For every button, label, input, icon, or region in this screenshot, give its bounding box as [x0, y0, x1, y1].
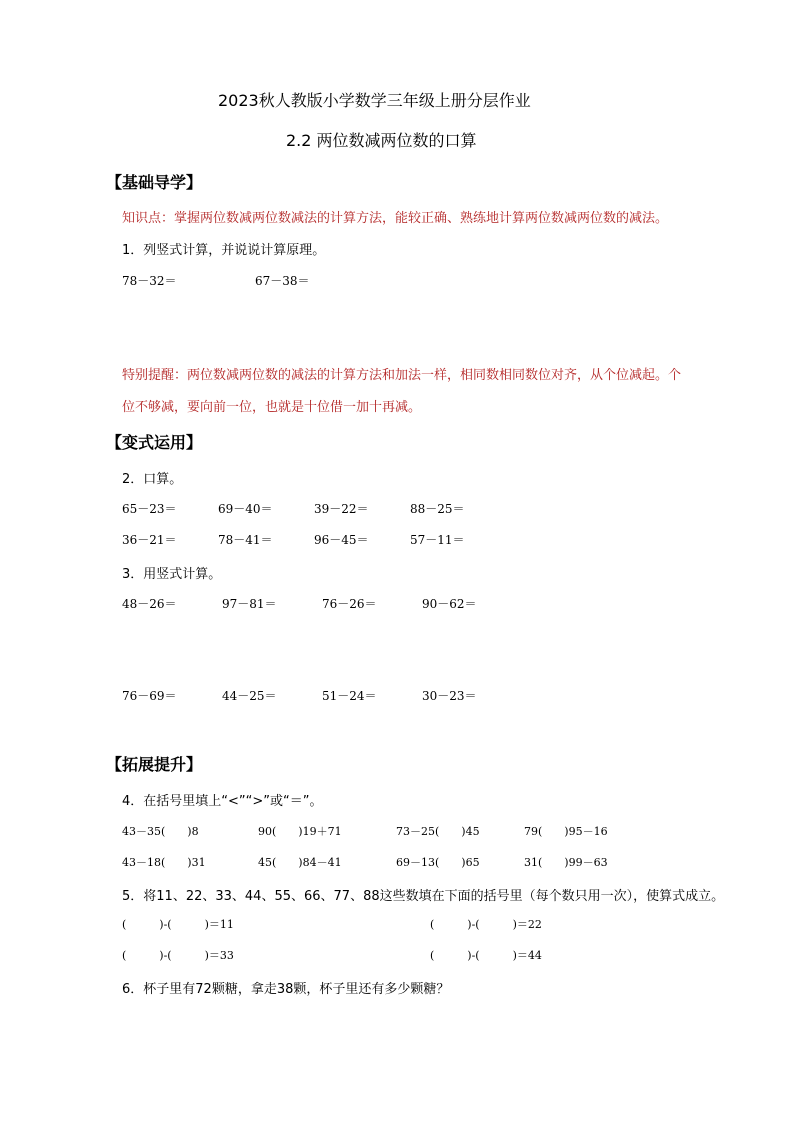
q2-item: 78－41＝	[218, 533, 273, 547]
q4-item: 31( )99－63	[524, 856, 608, 869]
q4-item: 45( )84－41	[258, 856, 342, 869]
question-4: 4．在括号里填上“<”“>”或“＝”。	[122, 794, 323, 809]
question-5: 5．将11、22、33、44、55、66、77、88这些数填在下面的括号里（每个数只用一次），使算式成立。	[122, 889, 725, 904]
doc-title: 2023秋人教版小学数学三年级上册分层作业	[218, 91, 531, 110]
q4-item: 73－25( )45	[396, 825, 480, 838]
special-tip-line-2: 位不够减，要向前一位，也就是十位借一加十再减。	[122, 400, 422, 415]
q3-item: 76－69＝	[122, 689, 177, 703]
q5-item: ( )-( )＝33	[122, 949, 234, 962]
q4-item: 43－18( )31	[122, 856, 206, 869]
q2-item: 36－21＝	[122, 533, 177, 547]
q5-item: ( )-( )＝44	[430, 949, 542, 962]
q3-item: 97－81＝	[222, 597, 277, 611]
q4-item: 69－13( )65	[396, 856, 480, 869]
question-2: 2．口算。	[122, 472, 183, 487]
q3-item: 44－25＝	[222, 689, 277, 703]
q2-item: 65－23＝	[122, 502, 177, 516]
q3-item: 76－26＝	[322, 597, 377, 611]
q3-item: 30－23＝	[422, 689, 477, 703]
section-heading-variant: 【变式运用】	[106, 433, 203, 452]
section-heading-extend: 【拓展提升】	[106, 755, 203, 774]
q3-item: 48－26＝	[122, 597, 177, 611]
question-3: 3．用竖式计算。	[122, 567, 222, 582]
doc-subtitle: 2.2 两位数减两位数的口算	[286, 131, 477, 150]
q1-item: 78－32＝	[122, 274, 177, 288]
special-tip-line-1: 特别提醒：两位数减两位数的减法的计算方法和加法一样，相同数相同数位对齐，从个位减起。个	[122, 368, 682, 383]
q3-item: 51－24＝	[322, 689, 377, 703]
q4-item: 90( )19＋71	[258, 825, 342, 838]
q3-item: 90－62＝	[422, 597, 477, 611]
q2-item: 69－40＝	[218, 502, 273, 516]
question-6: 6．杯子里有72颗糖，拿走38颗，杯子里还有多少颗糖？	[122, 982, 450, 997]
q4-item: 43－35( )8	[122, 825, 199, 838]
knowledge-point: 知识点：掌握两位数减两位数减法的计算方法，能较正确、熟练地计算两位数减两位数的减法。	[122, 211, 669, 226]
q4-item: 79( )95－16	[524, 825, 608, 838]
q2-item: 57－11＝	[410, 533, 465, 547]
q5-item: ( )-( )＝11	[122, 918, 234, 931]
q1-item: 67－38＝	[255, 274, 310, 288]
q2-item: 96－45＝	[314, 533, 369, 547]
q2-item: 39－22＝	[314, 502, 369, 516]
question-1: 1．列竖式计算，并说说计算原理。	[122, 243, 326, 258]
q5-item: ( )-( )＝22	[430, 918, 542, 931]
q2-item: 88－25＝	[410, 502, 465, 516]
section-heading-basic: 【基础导学】	[106, 173, 203, 192]
